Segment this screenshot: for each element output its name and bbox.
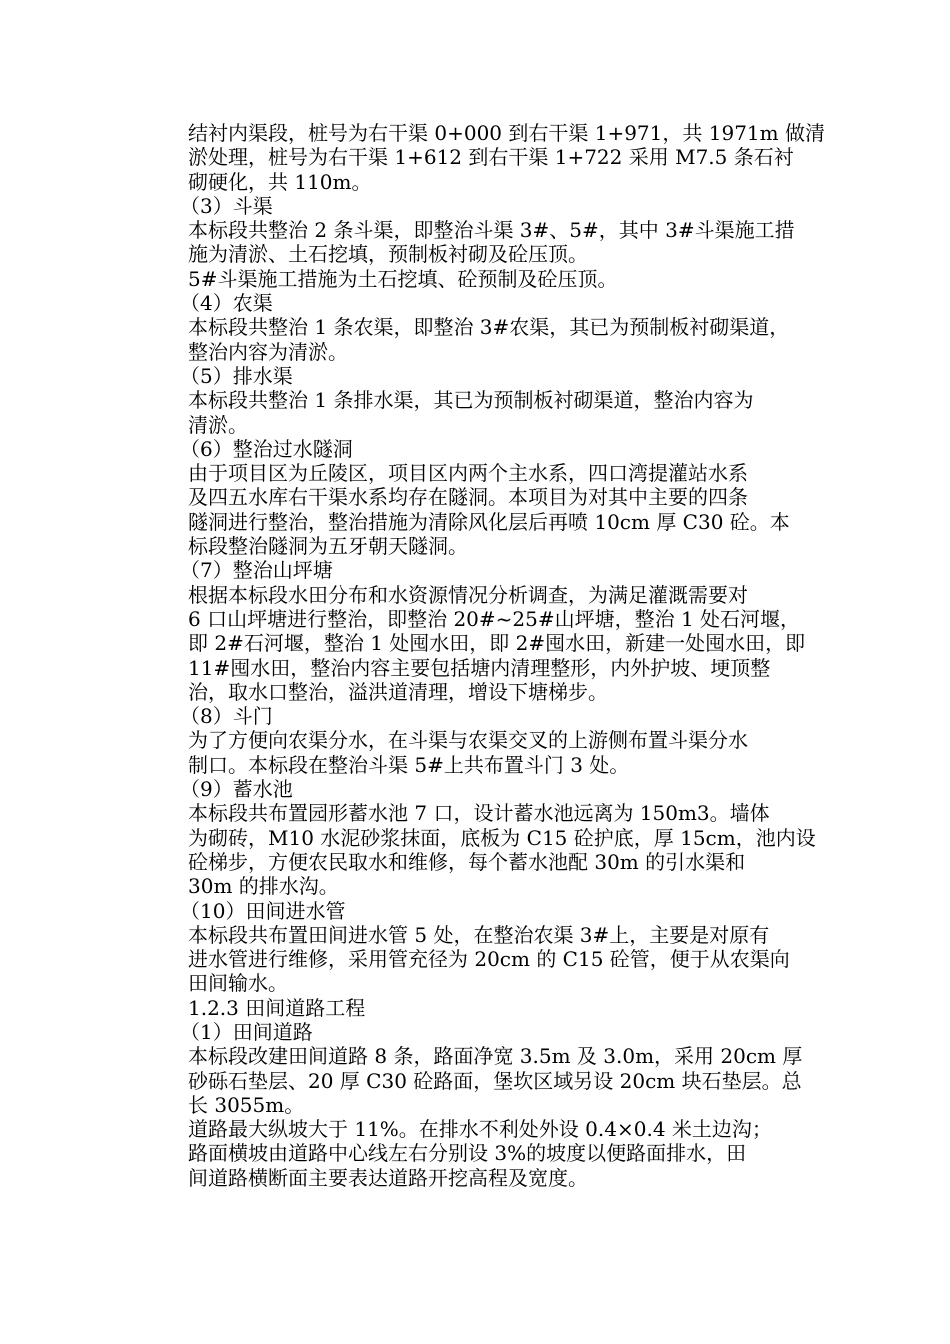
- text-line: 根据本标段水田分布和水资源情况分析调查，为满足灌溉需要对: [188, 582, 748, 607]
- section-heading: （3）斗渠: [180, 193, 273, 218]
- document-body: [180, 121, 828, 1190]
- text-line: 本标段共布置园形蓄水池 7 口，设计蓄水池远离为 150m3。墙体: [188, 801, 770, 826]
- text-line: 砌硬化，共 110m。: [188, 169, 372, 194]
- text-line: 5#斗渠施工措施为土石挖填、砼预制及砼压顶。: [188, 266, 618, 291]
- text-line: 为砌砖，M10 水泥砂浆抹面，底板为 C15 砼护底，厚 15cm，池内设: [188, 825, 816, 850]
- text-line: 本标段共布置田间进水管 5 处，在整治农渠 3#上，主要是对原有: [188, 922, 770, 947]
- text-line: 砼梯步，方便农民取水和维修，每个蓄水池配 30m 的引水渠和: [188, 849, 746, 874]
- section-heading: （9）蓄水池: [180, 777, 293, 802]
- text-line: 本标段改建田间道路 8 条，路面净宽 3.5m 及 3.0m，采用 20cm 厚: [188, 1044, 803, 1069]
- text-line: 隧洞进行整治，整治措施为清除风化层后再喷 10cm 厚 C30 砼。本: [188, 509, 790, 534]
- section-title: 1.2.3 田间道路工程: [188, 995, 366, 1020]
- text-line: 30m 的排水沟。: [188, 874, 339, 899]
- section-heading: （8）斗门: [180, 704, 273, 729]
- section-heading: （5）排水渠: [180, 363, 293, 388]
- text-line: 制口。本标段在整治斗渠 5#上共布置斗门 3 处。: [188, 752, 630, 777]
- text-line: 11#囤水田，整治内容主要包括塘内清理整形，内外护坡、埂顶整: [188, 655, 771, 680]
- text-line: 及四五水库右干渠水系均存在隧洞。本项目为对其中主要的四条: [188, 485, 748, 510]
- text-line: 由于项目区为丘陵区，项目区内两个主水系，四口湾提灌站水系: [188, 461, 748, 486]
- text-line: 为了方便向农渠分水，在斗渠与农渠交叉的上游侧布置斗渠分水: [188, 728, 748, 753]
- text-line: 长 3055m。: [188, 1092, 305, 1117]
- text-line: 淤处理，桩号为右干渠 1+612 到右干渠 1+722 采用 M7.5 条石衬: [188, 145, 794, 170]
- text-line: 6 口山坪塘进行整治，即整治 20#~25#山坪塘，整治 1 处石河堰，: [188, 606, 801, 631]
- section-heading: （4）农渠: [180, 291, 273, 316]
- text-line: 路面横坡由道路中心线左右分别设 3%的坡度以便路面排水，田: [188, 1141, 747, 1166]
- text-line: 整治内容为清淤。: [188, 339, 348, 364]
- text-line: 结衬内渠段，桩号为右干渠 0+000 到右干渠 1+971，共 1971m 做清: [188, 121, 825, 145]
- text-line: 间道路横断面主要表达道路开挖高程及宽度。: [188, 1165, 588, 1190]
- text-line: 标段整治隧洞为五牙朝天隧洞。: [188, 534, 468, 559]
- text-line: 本标段共整治 2 条斗渠，即整治斗渠 3#、5#，其中 3#斗渠施工措: [188, 218, 795, 243]
- text-line: 进水管进行维修，采用管充径为 20cm 的 C15 砼管，便于从农渠向: [188, 947, 790, 972]
- section-heading: （7）整治山坪塘: [180, 558, 333, 583]
- text-line: 田间输水。: [188, 971, 288, 996]
- section-heading: （6）整治过水隧洞: [180, 436, 353, 461]
- text-line: 砂砾石垫层、20 厚 C30 砼路面，堡坎区域另设 20cm 块石垫层。总: [188, 1068, 802, 1093]
- text-line: 本标段共整治 1 条排水渠，其已为预制板衬砌渠道，整治内容为: [188, 388, 754, 413]
- text-line: 施为清淤、土石挖填，预制板衬砌及砼压顶。: [188, 242, 588, 267]
- text-line: 道路最大纵坡大于 11%。在排水不利处外设 0.4×0.4 米土边沟；: [188, 1117, 772, 1142]
- text-line: 清淤。: [188, 412, 248, 437]
- text-line: 即 2#石河堰，整治 1 处囤水田，即 2#囤水田，新建一处囤水田，即: [188, 631, 806, 656]
- section-heading: （1）田间道路: [180, 1019, 313, 1044]
- text-line: 本标段共整治 1 条农渠，即整治 3#农渠，其已为预制板衬砌渠道，: [188, 315, 790, 340]
- section-heading: （10）田间进水管: [180, 898, 346, 923]
- text-line: 治，取水口整治，溢洪道清理，增设下塘梯步。: [188, 679, 608, 704]
